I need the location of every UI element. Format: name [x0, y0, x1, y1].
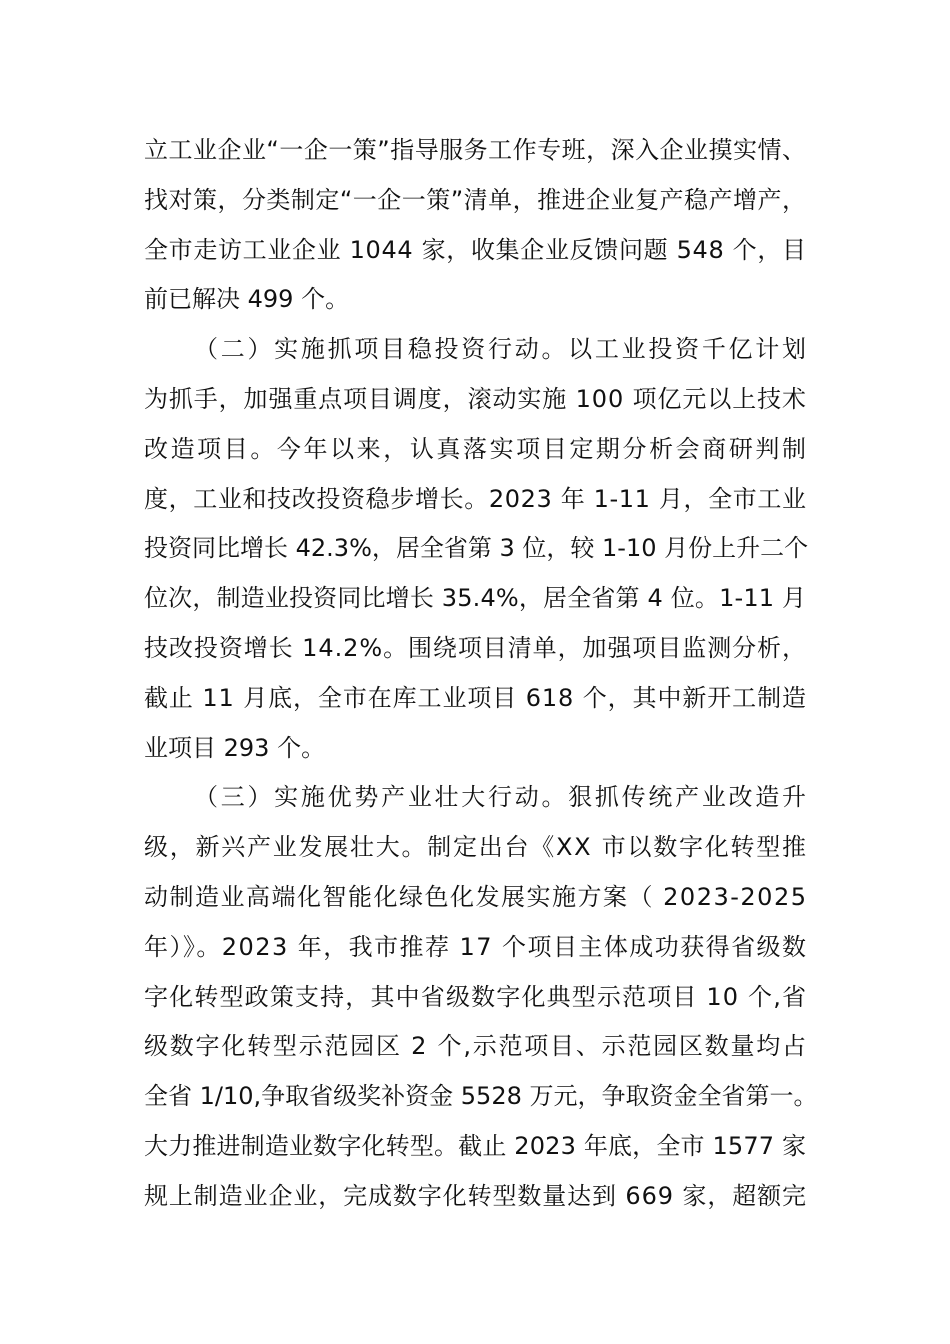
text-line-content: 业项目 293 个。 [144, 733, 326, 762]
section-heading-line [144, 775, 809, 825]
text-line-content: 规上制造业企业，完成数字化转型数量达到 669 家，超额完 [144, 1181, 807, 1210]
text-line [144, 128, 806, 178]
text-line-content: 投资同比增长 42.3%，居全省第 3 位，较 1-10 月份上升二个 [144, 534, 809, 563]
text-line [144, 526, 809, 576]
text-line [144, 975, 806, 1025]
text-line-content: （三）实施优势产业壮大行动。狠抓传统产业改造升 [194, 783, 809, 812]
text-line [144, 576, 806, 626]
text-line-content: 大力推进制造业数字化转型。截止 2023 年底，全市 1577 家 [144, 1131, 807, 1160]
text-line-content: 改造项目。今年以来，认真落实项目定期分析会商研判制 [144, 434, 809, 463]
section-heading-line [144, 327, 809, 377]
document-page [144, 128, 818, 1224]
text-line-content: 全市走访工业企业 1044 家，收集企业反馈问题 548 个，目 [144, 235, 807, 264]
text-line-content: 级数字化转型示范园区 2 个,示范项目、示范园区数量均占 [144, 1032, 808, 1061]
text-line-content: 立工业企业“一企一策”指导服务工作专班，深入企业摸实情、 [144, 136, 807, 164]
text-line [144, 1174, 806, 1224]
text-line-content: 年）》。2023 年，我市推荐 17 个项目主体成功获得省级数 [144, 932, 808, 961]
text-line-content: 前已解决 499 个。 [144, 285, 350, 314]
text-line-content: 全省 1/10,争取省级奖补资金 5528 万元，争取资金全省第一。 [144, 1082, 818, 1111]
text-line [144, 875, 806, 925]
text-line [144, 1024, 806, 1074]
paragraph-section-2 [144, 327, 809, 775]
text-line [144, 676, 806, 726]
text-line-content: 为抓手，加强重点项目调度，滚动实施 100 项亿元以上技术 [144, 384, 807, 413]
text-line [144, 626, 806, 676]
text-line [144, 228, 806, 278]
text-line [144, 726, 806, 776]
text-line [144, 477, 806, 527]
paragraph-section-3 [144, 775, 818, 1223]
text-line-content: （二）实施抓项目稳投资行动。以工业投资千亿计划 [194, 335, 809, 364]
text-line [144, 925, 806, 975]
text-line-content: 度，工业和技改投资稳步增长。2023 年 1-11 月，全市工业 [144, 484, 807, 513]
text-line [144, 825, 806, 875]
text-line-content: 动制造业高端化智能化绿色化发展实施方案（ 2023-2025 [144, 882, 808, 911]
text-line-content: 字化转型政策支持，其中省级数字化典型示范项目 10 个,省 [144, 982, 808, 1011]
text-line-content: 技改投资增长 14.2%。围绕项目清单，加强项目监测分析， [144, 633, 807, 662]
text-line [144, 1074, 818, 1124]
text-line-content: 截止 11 月底，全市在库工业项目 618 个，其中新开工制造 [144, 683, 807, 712]
text-line [144, 1124, 806, 1174]
text-line [144, 277, 806, 327]
text-line [144, 427, 809, 477]
text-line-content: 找对策，分类制定“一企一策”清单，推进企业复产稳产增产， [144, 185, 807, 214]
text-line-content: 级，新兴产业发展壮大。制定出台《XX 市以数字化转型推 [144, 833, 808, 862]
text-line [144, 377, 806, 427]
text-line [144, 178, 806, 228]
paragraph-continuation [144, 128, 806, 327]
text-line-content: 位次，制造业投资同比增长 35.4%，居全省第 4 位。1-11 月 [144, 584, 807, 613]
